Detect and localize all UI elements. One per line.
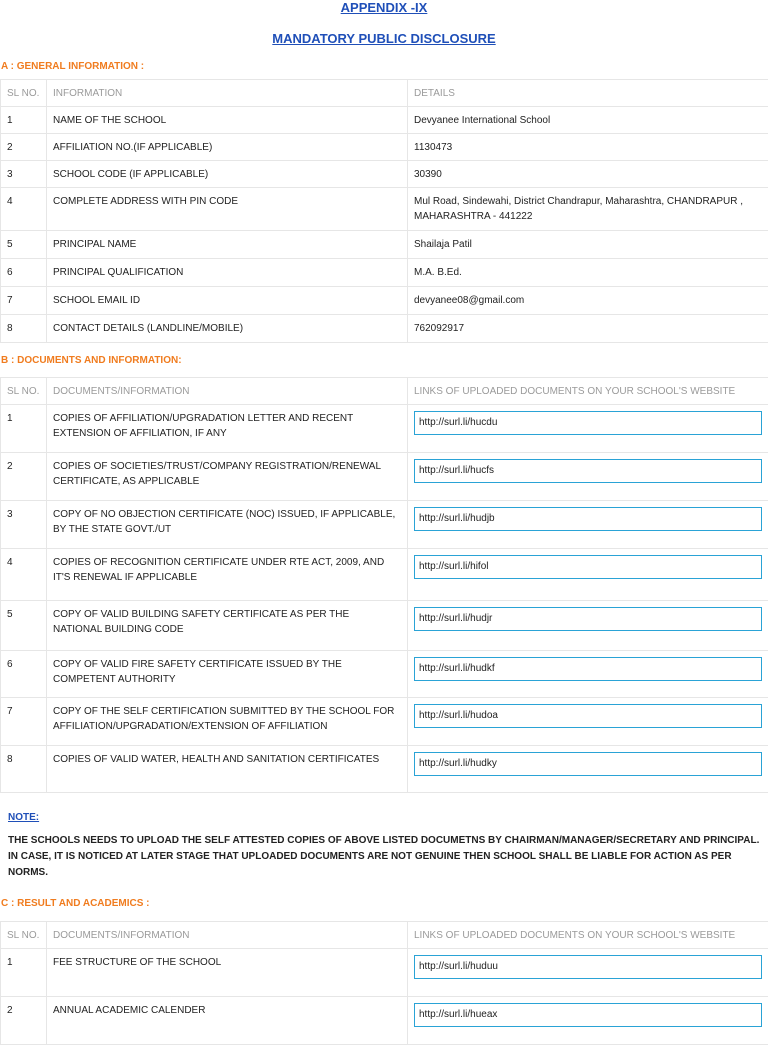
row-sl: 5 [1,601,47,651]
document-link-field[interactable]: http://surl.li/huduu [414,955,762,979]
header-details: DETAILS [408,80,768,107]
row-sl: 3 [1,501,47,549]
row-document: COPIES OF VALID WATER, HEALTH AND SANITATION CERTIFICATES [47,746,408,793]
row-sl: 5 [1,231,47,259]
note-text: THE SCHOOLS NEEDS TO UPLOAD THE SELF ATTESTED COPIES OF ABOVE LISTED DOCUMETNS BY CHAIRMAN/MANAGER/SECRETARY AND PRINCIPAL. IN CASE, IT IS NOTICED AT LATER STAGE THAT UPLOADED DOCUMENTS ARE NOT GENUINE THEN SCHOOL SHALL BE LIABLE FOR ACTION AS PER NORMS. [0,833,768,881]
results-table [0,921,768,1045]
header-sl: SL NO. [1,378,47,405]
table-header-row [1,922,768,949]
row-details: Devyanee International School [408,107,768,134]
table-row [1,405,768,453]
table-row [1,651,768,698]
section-b-label: B : DOCUMENTS AND INFORMATION: [0,355,768,367]
document-link-field[interactable]: http://surl.li/hudoa [414,704,762,728]
document-link-field[interactable]: http://surl.li/hueax [414,1003,762,1027]
table-row [1,501,768,549]
note-label: NOTE: [0,812,768,824]
row-sl: 7 [1,287,47,315]
table-row [1,746,768,793]
row-sl: 6 [1,651,47,698]
table-row [1,188,768,231]
row-details: 30390 [408,161,768,188]
table-row [1,231,768,259]
row-document: COPY OF NO OBJECTION CERTIFICATE (NOC) ISSUED, IF APPLICABLE, BY THE STATE GOVT./UT [47,501,408,549]
row-document: COPY OF VALID FIRE SAFETY CERTIFICATE ISSUED BY THE COMPETENT AUTHORITY [47,651,408,698]
table-row [1,315,768,343]
row-link-cell [408,501,768,549]
row-link-cell [408,601,768,651]
row-sl: 1 [1,107,47,134]
row-sl: 4 [1,188,47,231]
section-a-label: A : GENERAL INFORMATION : [0,61,768,73]
row-link-cell [408,549,768,601]
row-document: COPIES OF AFFILIATION/UPGRADATION LETTER AND RECENT EXTENSION OF AFFILIATION, IF ANY [47,405,408,453]
row-details: 1130473 [408,134,768,161]
row-document: COPY OF THE SELF CERTIFICATION SUBMITTED BY THE SCHOOL FOR AFFILIATION/UPGRADATION/EXTENSION OF AFFILIATION [47,698,408,746]
table-row [1,134,768,161]
table-row [1,601,768,651]
header-information: INFORMATION [47,80,408,107]
row-sl: 2 [1,453,47,501]
row-info: CONTACT DETAILS (LANDLINE/MOBILE) [47,315,408,343]
row-sl: 1 [1,405,47,453]
row-sl: 8 [1,315,47,343]
row-link-cell [408,997,768,1045]
header-documents: DOCUMENTS/INFORMATION [47,922,408,949]
table-row [1,107,768,134]
table-header-row [1,80,768,107]
row-sl: 8 [1,746,47,793]
row-info: NAME OF THE SCHOOL [47,107,408,134]
row-link-cell [408,746,768,793]
row-info: AFFILIATION NO.(IF APPLICABLE) [47,134,408,161]
document-link-field[interactable]: http://surl.li/hudky [414,752,762,776]
header-sl: SL NO. [1,922,47,949]
header-sl: SL NO. [1,80,47,107]
row-details: 762092917 [408,315,768,343]
row-document: FEE STRUCTURE OF THE SCHOOL [47,949,408,997]
row-link-cell [408,405,768,453]
appendix-title: APPENDIX -IX [0,0,768,16]
header-links: LINKS OF UPLOADED DOCUMENTS ON YOUR SCHOOL'S WEBSITE [408,378,768,405]
table-row [1,161,768,188]
table-row [1,259,768,287]
table-row [1,287,768,315]
row-sl: 3 [1,161,47,188]
row-info: PRINCIPAL NAME [47,231,408,259]
row-link-cell [408,453,768,501]
table-row [1,949,768,997]
table-row [1,549,768,601]
table-row [1,698,768,746]
row-document: COPIES OF SOCIETIES/TRUST/COMPANY REGISTRATION/RENEWAL CERTIFICATE, AS APPLICABLE [47,453,408,501]
row-sl: 2 [1,134,47,161]
row-document: COPIES OF RECOGNITION CERTIFICATE UNDER RTE ACT, 2009, AND IT'S RENEWAL IF APPLICABLE [47,549,408,601]
row-info: SCHOOL CODE (IF APPLICABLE) [47,161,408,188]
row-document: COPY OF VALID BUILDING SAFETY CERTIFICATE AS PER THE NATIONAL BUILDING CODE [47,601,408,651]
header-documents: DOCUMENTS/INFORMATION [47,378,408,405]
document-link-field[interactable]: http://surl.li/hifol [414,555,762,579]
header-links: LINKS OF UPLOADED DOCUMENTS ON YOUR SCHOOL'S WEBSITE [408,922,768,949]
table-row [1,997,768,1045]
row-document: ANNUAL ACADEMIC CALENDER [47,997,408,1045]
document-link-field[interactable]: http://surl.li/hucfs [414,459,762,483]
documents-table [0,377,768,793]
document-link-field[interactable]: http://surl.li/hudjb [414,507,762,531]
row-details[interactable]: devyanee08@gmail.com [408,287,768,315]
row-sl: 6 [1,259,47,287]
page-heading: MANDATORY PUBLIC DISCLOSURE [0,31,768,47]
section-c-label: C : RESULT AND ACADEMICS : [0,898,768,910]
row-link-cell [408,651,768,698]
row-sl: 2 [1,997,47,1045]
document-link-field[interactable]: http://surl.li/hucdu [414,411,762,435]
row-link-cell [408,698,768,746]
row-sl: 1 [1,949,47,997]
document-link-field[interactable]: http://surl.li/hudkf [414,657,762,681]
row-info: PRINCIPAL QUALIFICATION [47,259,408,287]
row-details: M.A. B.Ed. [408,259,768,287]
row-info: SCHOOL EMAIL ID [47,287,408,315]
row-sl: 7 [1,698,47,746]
table-row [1,453,768,501]
row-link-cell [408,949,768,997]
row-info: COMPLETE ADDRESS WITH PIN CODE [47,188,408,231]
row-details: Shailaja Patil [408,231,768,259]
row-sl: 4 [1,549,47,601]
general-info-table [0,79,768,343]
document-link-field[interactable]: http://surl.li/hudjr [414,607,762,631]
table-header-row [1,378,768,405]
row-details: Mul Road, Sindewahi, District Chandrapur, Maharashtra, CHANDRAPUR , MAHARASHTRA - 441222 [408,188,768,231]
